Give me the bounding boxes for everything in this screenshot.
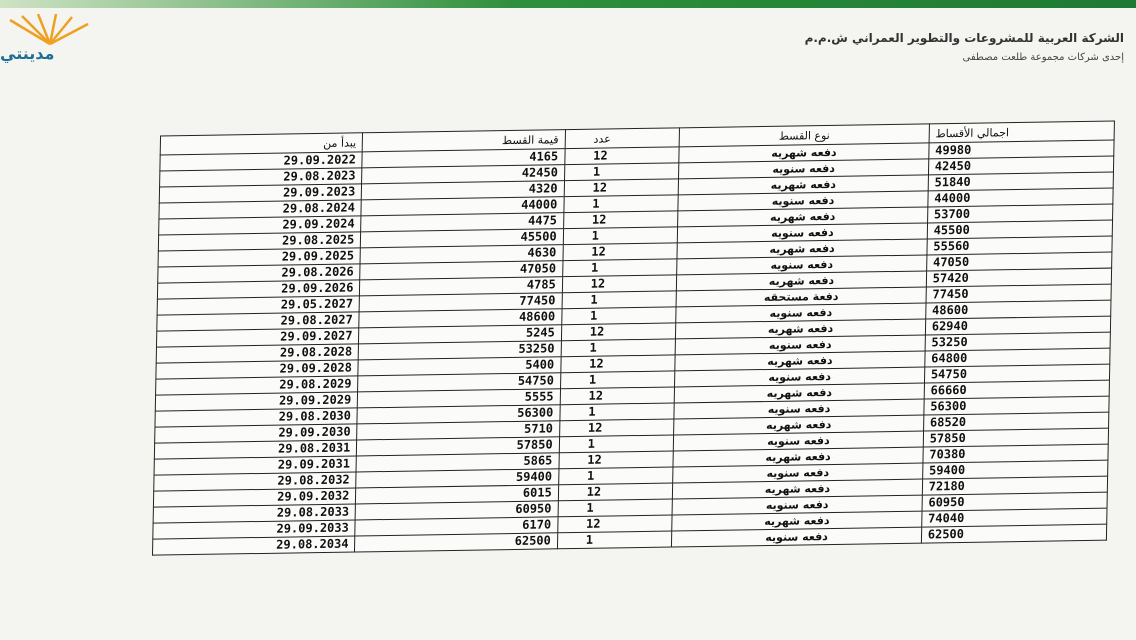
top-green-band [0, 0, 1136, 8]
cell-start-date: 29.09.2027 [156, 328, 359, 347]
cell-total: 54750 [924, 364, 1110, 383]
cell-start-date: 29.05.2027 [157, 296, 360, 315]
cell-count: 12 [564, 179, 679, 197]
company-name: الشركة العربية للمشروعات والتطوير العمراني ش.م.م [804, 31, 1124, 45]
cell-installment-value: 45500 [361, 229, 564, 248]
cell-start-date: 29.09.2028 [156, 360, 359, 379]
cell-installment-type: دفعه شهريه [674, 383, 924, 403]
cell-start-date: 29.08.2029 [156, 376, 359, 395]
cell-count: 12 [559, 419, 674, 437]
cell-total: 68520 [923, 412, 1109, 431]
cell-installment-type: دفعه سنويه [676, 303, 926, 323]
cell-total: 49980 [929, 140, 1115, 159]
cell-start-date: 29.09.2024 [159, 216, 362, 235]
cell-count: 1 [559, 435, 674, 453]
cell-count: 1 [561, 307, 676, 325]
cell-installment-value: 4165 [362, 149, 565, 168]
cell-installment-type: دفعه شهريه [673, 447, 923, 467]
cell-count: 12 [563, 211, 678, 229]
cell-count: 1 [562, 291, 677, 309]
cell-installment-value: 62500 [355, 533, 558, 552]
cell-installment-type: دفعه شهريه [673, 479, 923, 499]
cell-installment-value: 5245 [359, 325, 562, 344]
cell-installment-type: دفعه سنويه [674, 431, 924, 451]
cell-installment-value: 57850 [357, 437, 560, 456]
cell-total: 72180 [922, 476, 1108, 495]
cell-start-date: 29.09.2033 [153, 520, 356, 539]
cell-start-date: 29.08.2034 [153, 536, 356, 555]
cell-installment-type: دفعه شهريه [678, 175, 928, 195]
header-installment-type: نوع القسط [679, 124, 929, 147]
cell-installment-value: 5400 [358, 357, 561, 376]
cell-installment-value: 56300 [357, 405, 560, 424]
cell-total: 60950 [922, 492, 1108, 511]
company-header [604, 28, 1124, 68]
cell-start-date: 29.09.2029 [155, 392, 358, 411]
cell-start-date: 29.08.2030 [155, 408, 358, 427]
cell-start-date: 29.09.2022 [160, 152, 363, 171]
cell-count: 12 [557, 515, 672, 533]
header-start-date: يبدأ من [160, 133, 363, 155]
cell-installment-type: دفعه سنويه [679, 159, 929, 179]
cell-installment-value: 4630 [360, 245, 563, 264]
cell-count: 12 [561, 323, 676, 341]
cell-total: 48600 [925, 300, 1111, 319]
cell-installment-type: دفعه سنويه [672, 527, 922, 547]
cell-count: 12 [565, 147, 680, 165]
cell-start-date: 29.09.2023 [159, 184, 362, 203]
cell-total: 55560 [927, 236, 1113, 255]
cell-installment-value: 47050 [360, 261, 563, 280]
cell-start-date: 29.09.2025 [158, 248, 361, 267]
cell-total: 57850 [923, 428, 1109, 447]
cell-total: 53700 [927, 204, 1113, 223]
cell-total: 64800 [925, 348, 1111, 367]
cell-count: 1 [562, 259, 677, 277]
cell-count: 1 [564, 195, 679, 213]
cell-installment-value: 42450 [362, 165, 565, 184]
cell-installment-value: 53250 [359, 341, 562, 360]
company-subtitle: إحدى شركات مجموعة طلعت مصطفى [962, 52, 1124, 63]
cell-start-date: 29.08.2032 [154, 472, 357, 491]
cell-installment-value: 54750 [358, 373, 561, 392]
cell-start-date: 29.08.2031 [154, 440, 357, 459]
cell-installment-type: دفعه سنويه [677, 255, 927, 275]
installments-table [152, 120, 1115, 555]
cell-start-date: 29.09.2031 [154, 456, 357, 475]
cell-installment-type: دفعه شهريه [677, 239, 927, 259]
cell-total: 44000 [928, 188, 1114, 207]
cell-total: 77450 [926, 284, 1112, 303]
cell-total: 53250 [925, 332, 1111, 351]
cell-installment-type: دفعه شهريه [675, 351, 925, 371]
madinaty-logo [0, 14, 95, 62]
cell-installment-type: دفعه سنويه [673, 463, 923, 483]
cell-count: 1 [557, 531, 672, 549]
cell-start-date: 29.08.2033 [153, 504, 356, 523]
cell-total: 62940 [925, 316, 1111, 335]
cell-installment-type: دفعه سنويه [678, 191, 928, 211]
cell-total: 62500 [921, 524, 1107, 543]
cell-installment-type: دفعه شهريه [674, 415, 924, 435]
cell-total: 56300 [924, 396, 1110, 415]
cell-start-date: 29.08.2025 [158, 232, 361, 251]
cell-count: 12 [558, 483, 673, 501]
cell-count: 1 [560, 371, 675, 389]
logo-text: مدينتي [0, 44, 55, 63]
cell-total: 70380 [923, 444, 1109, 463]
cell-count: 12 [562, 275, 677, 293]
cell-count: 1 [564, 163, 679, 181]
cell-installment-value: 4475 [361, 213, 564, 232]
cell-start-date: 29.08.2027 [157, 312, 360, 331]
cell-installment-type: دفعه شهريه [679, 143, 929, 163]
cell-count: 12 [563, 243, 678, 261]
header-installment-value: قيمة القسط [363, 130, 566, 152]
cell-total: 57420 [926, 268, 1112, 287]
cell-installment-type: دفعه سنويه [674, 399, 924, 419]
cell-installment-type: دفعه سنويه [672, 495, 922, 515]
cell-count: 1 [558, 467, 673, 485]
cell-total: 59400 [922, 460, 1108, 479]
cell-installment-value: 5865 [356, 453, 559, 472]
cell-total: 74040 [921, 508, 1107, 527]
cell-count: 1 [558, 499, 673, 517]
cell-count: 1 [563, 227, 678, 245]
cell-start-date: 29.08.2026 [158, 264, 361, 283]
cell-installment-value: 48600 [359, 309, 562, 328]
cell-start-date: 29.08.2024 [159, 200, 362, 219]
cell-installment-value: 5555 [358, 389, 561, 408]
cell-installment-value: 60950 [355, 501, 558, 520]
cell-installment-type: دفعه شهريه [676, 319, 926, 339]
cell-installment-type: دفعه شهريه [672, 511, 922, 531]
cell-total: 45500 [927, 220, 1113, 239]
cell-installment-type: دفعه شهريه [677, 271, 927, 291]
installments-table-wrapper [151, 120, 1115, 605]
cell-start-date: 29.09.2032 [153, 488, 356, 507]
cell-start-date: 29.09.2030 [155, 424, 358, 443]
cell-count: 1 [561, 339, 676, 357]
cell-installment-value: 44000 [361, 197, 564, 216]
cell-installment-value: 6170 [355, 517, 558, 536]
cell-total: 47050 [926, 252, 1112, 271]
cell-total: 51840 [928, 172, 1114, 191]
cell-installment-value: 77450 [359, 293, 562, 312]
cell-start-date: 29.08.2028 [156, 344, 359, 363]
sun-rays-icon [0, 14, 95, 48]
cell-installment-type: دفعه سنويه [675, 335, 925, 355]
cell-count: 12 [560, 387, 675, 405]
cell-installment-type: دفعه سنويه [678, 223, 928, 243]
cell-start-date: 29.08.2023 [160, 168, 363, 187]
cell-start-date: 29.09.2026 [157, 280, 360, 299]
cell-installment-value: 4320 [362, 181, 565, 200]
cell-installment-type: دفعة مستحقه [676, 287, 926, 307]
cell-installment-type: دفعه سنويه [675, 367, 925, 387]
cell-count: 12 [561, 355, 676, 373]
cell-total: 42450 [928, 156, 1114, 175]
table-body [153, 140, 1115, 555]
cell-installment-value: 59400 [356, 469, 559, 488]
cell-count: 12 [559, 451, 674, 469]
cell-installment-value: 6015 [356, 485, 559, 504]
cell-count: 1 [560, 403, 675, 421]
header-total: اجمالي الأقساط [929, 121, 1115, 143]
cell-installment-value: 5710 [357, 421, 560, 440]
header-count: عدد [565, 128, 680, 149]
cell-total: 66660 [924, 380, 1110, 399]
cell-installment-type: دفعه شهريه [678, 207, 928, 227]
cell-installment-value: 4785 [360, 277, 563, 296]
